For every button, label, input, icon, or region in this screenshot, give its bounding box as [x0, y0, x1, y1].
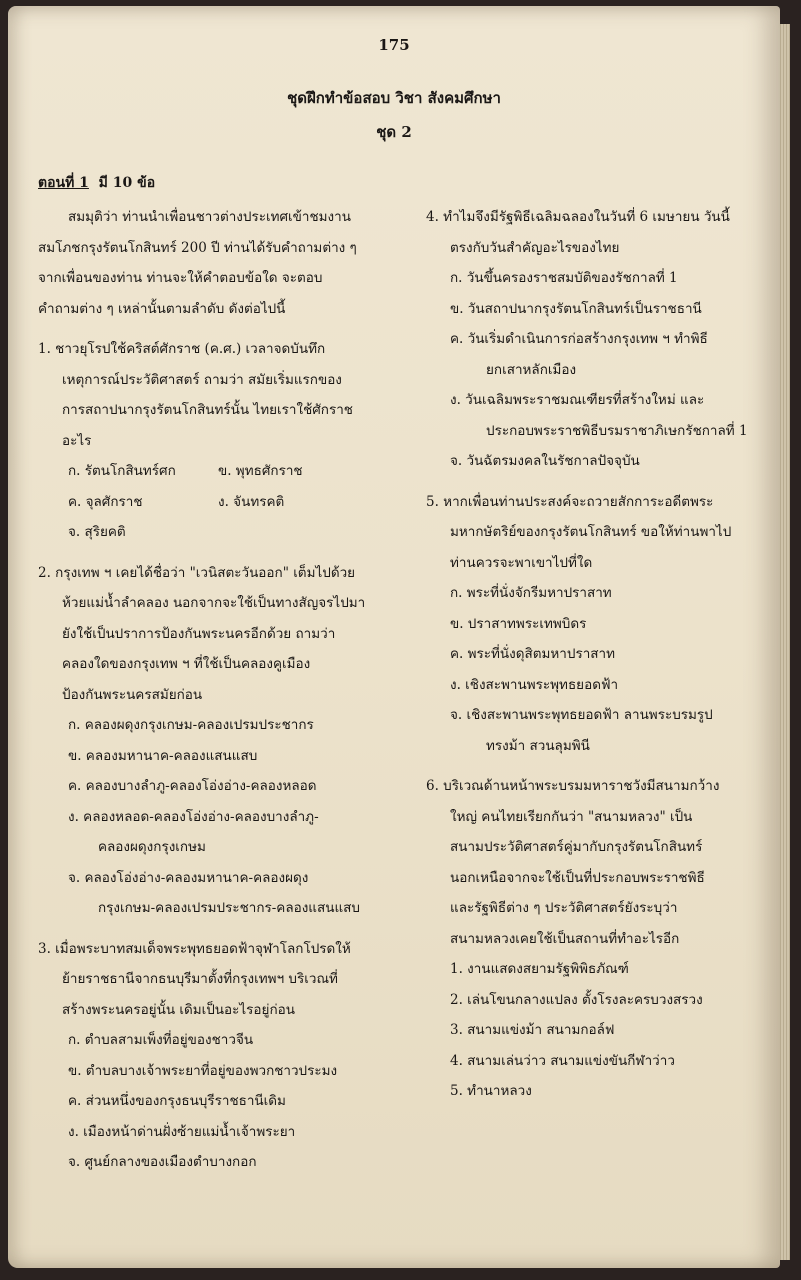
- question-text: การสถาปนากรุงรัตนโกสินทร์นั้น ไทยเราใช้ศักราช: [62, 402, 353, 418]
- option: ง. จันทรคติ: [218, 493, 285, 510]
- option: ค. คลองบางลำภู-คลองโอ่งอ่าง-คลองหลอด: [68, 778, 317, 794]
- question-text: ใหญ่ คนไทยเรียกกันว่า "สนามหลวง" เป็น: [450, 808, 693, 825]
- option: ค. ส่วนหนึ่งของกรุงธนบุรีราชธานีเดิม: [68, 1093, 286, 1109]
- option: ค. จุลศักราช: [68, 493, 143, 510]
- question-text: 5. หากเพื่อนท่านประสงค์จะถวายสักการะอดีตพระ: [426, 493, 714, 510]
- question-text: มหากษัตริย์ของกรุงรัตนโกสินทร์ ขอให้ท่านพาไป: [450, 524, 732, 540]
- option: จ. วันฉัตรมงคลในรัชกาลปัจจุบัน: [450, 453, 640, 469]
- question-text: 1. ชาวยุโรปใช้คริสต์ศักราช (ค.ศ.) เวลาจดบันทึก: [38, 341, 326, 357]
- option: ข. คลองมหานาค-คลองแสนแสบ: [68, 747, 258, 764]
- page-number: 175: [378, 36, 410, 54]
- option: ง. คลองหลอด-คลองโอ่งอ่าง-คลองบางลำภู-: [68, 808, 319, 825]
- option: 2. เล่นโขนกลางแปลง ตั้งโรงละครบวงสรวง: [450, 991, 703, 1008]
- question-text: 2. กรุงเทพ ฯ เคยได้ชื่อว่า "เวนิสตะวันออก" เต็มไปด้วย: [38, 564, 356, 581]
- part-label: ตอนที่ 1: [38, 175, 89, 191]
- option: กรุงเกษม-คลองเปรมประชากร-คลองแสนแสบ: [98, 900, 360, 916]
- option: ก. รัตนโกสินทร์ศก: [68, 463, 176, 479]
- question-text: อะไร: [62, 432, 92, 449]
- question-text: 3. เมื่อพระบาทสมเด็จพระพุทธยอดฟ้าจุฬาโลกโปรดให้: [38, 940, 351, 957]
- option: 4. สนามเล่นว่าว สนามแข่งขันกีฬาว่าว: [450, 1052, 675, 1069]
- question-text: 4. ทำไมจึงมีรัฐพิธีเฉลิมฉลองในวันที่ 6 เมษายน วันนี้: [426, 209, 730, 225]
- question-text: นอกเหนือจากจะใช้เป็นที่ประกอบพระราชพิธี: [450, 869, 705, 886]
- option: ง. เมืองหน้าด่านฝั่งซ้ายแม่น้ำเจ้าพระยา: [68, 1123, 296, 1140]
- option: 3. สนามแข่งม้า สนามกอล์ฟ: [450, 1022, 615, 1038]
- page-title: ชุดฝึกทำข้อสอบ วิชา สังคมศึกษา: [287, 89, 501, 107]
- intro-line: สมมุติว่า ท่านนำเพื่อนชาวต่างประเทศเข้าชมงาน: [68, 209, 351, 225]
- question-text: ย้ายราชธานีจากธนบุรีมาตั้งที่กรุงเทพฯ บริเวณที่: [62, 971, 338, 987]
- question-text: สร้างพระนครอยู่นั้น เดิมเป็นอะไรอยู่ก่อน: [62, 1001, 295, 1018]
- left-column: [38, 202, 410, 1178]
- option: จ. เชิงสะพานพระพุทธยอดฟ้า ลานพระบรมรูป: [450, 707, 713, 723]
- option: ยกเสาหลักเมือง: [486, 361, 577, 378]
- question-text: สนามประวัติศาสตร์คู่มากับกรุงรัตนโกสินทร์: [450, 839, 703, 855]
- option: ค. วันเริ่มดำเนินการก่อสร้างกรุงเทพ ฯ ทำพิธี: [450, 331, 708, 347]
- question-text: สนามหลวงเคยใช้เป็นสถานที่ทำอะไรอีก: [450, 930, 680, 947]
- question-text: ห้วยแม่น้ำลำคลอง นอกจากจะใช้เป็นทางสัญจรไปมา: [62, 595, 366, 611]
- question-text: 6. บริเวณด้านหน้าพระบรมมหาราชวังมีสนามกว้าง: [426, 778, 720, 794]
- option: ง. เชิงสะพานพระพุทธยอดฟ้า: [450, 676, 619, 693]
- option: จ. ศูนย์กลางของเมืองตำบางกอก: [68, 1154, 257, 1170]
- question-text: ป้องกันพระนครสมัยก่อน: [62, 686, 203, 703]
- option-row: [38, 456, 410, 487]
- option: ก. พระที่นั่งจักรีมหาปราสาท: [450, 585, 612, 601]
- option: ข. พุทธศักราช: [218, 463, 303, 479]
- option: ก. วันขึ้นครองราชสมบัติของรัชกาลที่ 1: [450, 270, 678, 286]
- question-text: เหตุการณ์ประวัติศาสตร์ ถามว่า สมัยเริ่มแรกของ: [62, 371, 342, 388]
- option: คลองผดุงกรุงเกษม: [98, 839, 206, 855]
- option: ประกอบพระราชพิธีบรมราชาภิเษกรัชกาลที่ 1: [486, 422, 748, 439]
- option: 5. ทำนาหลวง: [450, 1083, 532, 1099]
- question-text: ท่านควรจะพาเขาไปที่ใด: [450, 554, 593, 571]
- option: 1. งานแสดงสยามรัฐพิพิธภัณฑ์: [450, 961, 629, 977]
- option: ข. วันสถาปนากรุงรัตนโกสินทร์เป็นราชธานี: [450, 300, 702, 317]
- option: ก. ตำบลสามเพ็งที่อยู่ของชาวจีน: [68, 1032, 254, 1048]
- option: ทรงม้า สวนลุมพินี: [486, 737, 590, 754]
- option: ง. วันเฉลิมพระราชมณเฑียรที่สร้างใหม่ และ: [450, 392, 705, 408]
- option: ก. คลองผดุงกรุงเกษม-คลองเปรมประชากร: [68, 717, 314, 733]
- option-row: [38, 487, 410, 518]
- page-subtitle: ชุด 2: [376, 123, 412, 141]
- question-text: ตรงกับวันสำคัญอะไรของไทย: [450, 239, 620, 256]
- option: ข. ตำบลบางเจ้าพระยาที่อยู่ของพวกชาวประมง: [68, 1062, 338, 1079]
- part-heading: [38, 172, 155, 194]
- intro-line: สมโภชกรุงรัตนโกสินทร์ 200 ปี ท่านได้รับคำถามต่าง ๆ: [38, 239, 357, 256]
- part-count: มี 10 ข้อ: [98, 175, 156, 191]
- intro-line: คำถามต่าง ๆ เหล่านั้นตามลำดับ ดังต่อไปนี้: [38, 300, 286, 317]
- book-page: [8, 6, 780, 1268]
- right-column: [426, 202, 766, 1107]
- option: ข. ปราสาทพระเทพบิดร: [450, 615, 587, 632]
- intro-line: จากเพื่อนของท่าน ท่านจะให้คำตอบข้อใด จะตอบ: [38, 270, 323, 286]
- option: ค. พระที่นั่งดุสิตมหาปราสาท: [450, 646, 616, 662]
- option: จ. สุริยคติ: [68, 524, 126, 540]
- question-text: ยังใช้เป็นปราการป้องกันพระนครอีกด้วย ถามว่า: [62, 625, 336, 642]
- question-text: และรัฐพิธีต่าง ๆ ประวัติศาสตร์ยังระบุว่า: [450, 900, 678, 916]
- question-text: คลองใดของกรุงเทพ ฯ ที่ใช้เป็นคลองคูเมือง: [62, 656, 311, 672]
- option: จ. คลองโอ่งอ่าง-คลองมหานาค-คลองผดุง: [68, 869, 309, 886]
